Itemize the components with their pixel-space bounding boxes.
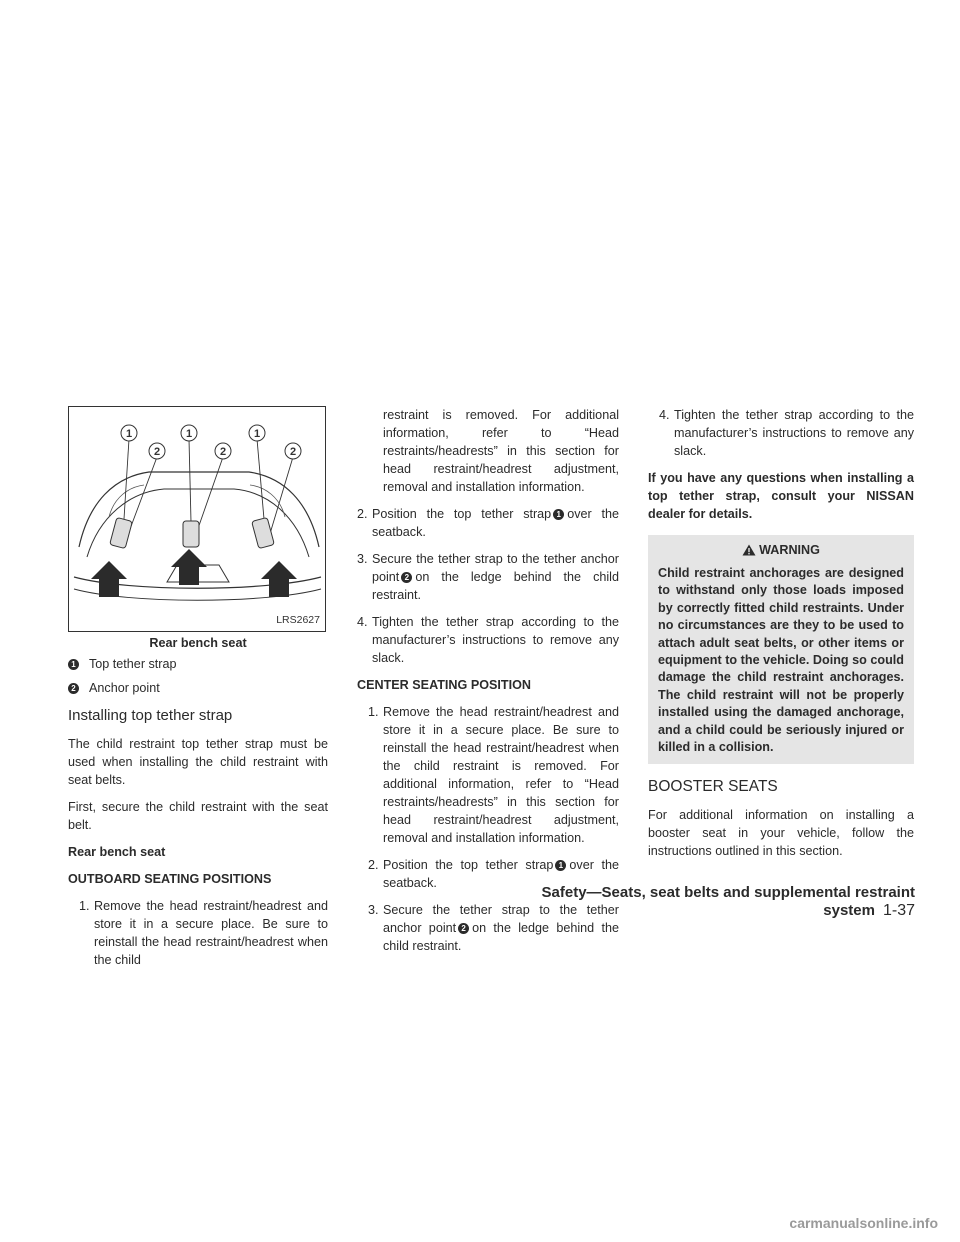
callout-label: 1	[125, 428, 133, 440]
list-item: 1. Remove the head restraint/headrest and store it in a secure place. Be sure to reinstall the head restraint/headrest when the child	[79, 899, 328, 967]
callout-label: 2	[153, 446, 161, 458]
legend-text: Anchor point	[89, 681, 160, 695]
warning-body: Child restraint anchorages are designed to withstand only those loads imposed by correctly fitted child restraints. Under no circumstances are they to be used to attach adult seat belts, or other items or equipment to the vehicle. Doing so could damage the child restraint anchorages. The child restraint will not be properly installed using the damaged anchorage, and a child could be seriously injured or killed in a collision.	[658, 566, 904, 755]
outboard-steps-continued	[357, 406, 619, 496]
callout-label: 1	[185, 428, 193, 440]
center-steps-continued	[648, 406, 914, 460]
rear-bench-illustration	[69, 407, 325, 631]
chapter-title: Safety—Seats, seat belts and supplemental restraint system	[541, 884, 915, 919]
rear-bench-figure	[68, 406, 326, 632]
outboard-steps-start	[68, 897, 328, 969]
callout-1-icon: 1	[555, 860, 566, 871]
warning-triangle-icon	[742, 544, 756, 556]
subheading-rear-bench: Rear bench seat	[68, 845, 166, 859]
list-item: 2. Position the top tether strap 1 over the seatback.	[368, 858, 619, 890]
callout-label: 1	[253, 428, 261, 440]
callout-1-icon: 1	[553, 509, 564, 520]
legend-item	[68, 679, 328, 697]
subheading-center: CENTER SEATING POSITION	[357, 678, 531, 692]
subheading-outboard: OUTBOARD SEATING POSITIONS	[68, 872, 272, 886]
booster-title: BOOSTER SEATS	[648, 778, 778, 796]
list-item: 2. Position the top tether strap 1 over the seatback.	[357, 507, 620, 539]
list-item: 3. Secure the tether strap to the tether anchor point 2 on the ledge behind the child restraint.	[357, 552, 619, 602]
left-column	[68, 406, 328, 978]
intro-paragraph: The child restraint top tether strap must be used when installing the child restraint with seat belts.	[68, 737, 328, 787]
page-number: 1-37	[882, 902, 915, 919]
figure-code: LRS2627	[276, 614, 320, 626]
list-item: 4. Tighten the tether strap according to the manufacturer’s instructions to remove any slack.	[659, 408, 914, 458]
callout-label: 2	[289, 446, 297, 458]
right-column	[648, 406, 914, 869]
legend-text: Top tether strap	[89, 657, 177, 671]
list-item: 4. Tighten the tether strap according to the manufacturer’s instructions to remove any slack.	[357, 615, 619, 665]
warning-title: WARNING	[658, 541, 904, 559]
section-title: Installing top tether strap	[68, 707, 233, 724]
callout-2-icon: 2	[401, 572, 412, 583]
figure-caption: Rear bench seat	[149, 636, 247, 650]
list-item: 3. Secure the tether strap to the tether anchor point 2 on the ledge behind the child restraint.	[368, 903, 619, 953]
watermark: carmanualsonline.info	[789, 1215, 938, 1231]
legend-item	[68, 655, 328, 673]
outboard-steps-rest	[357, 505, 619, 667]
callout-2-icon: 2	[68, 683, 79, 694]
callout-1-icon: 1	[68, 659, 79, 670]
list-item: 1. Remove the head restraint/headrest and store it in a secure place. Be sure to reinstall the head restraint/headrest when the child restraint is removed. For additional information, refer to “Head restraints/headrests” in this section for head restraint/headrest adjustment, removal and installation information.	[368, 705, 619, 845]
page-footer	[480, 884, 915, 920]
callout-label: 2	[219, 446, 227, 458]
list-item: restraint is removed. For additional information, refer to “Head restraints/headrests” in this section for head restraint/headrest adjustment, removal and installation information.	[383, 408, 619, 494]
questions-paragraph: If you have any questions when installing a top tether strap, consult your NISSAN dealer for details.	[648, 471, 914, 521]
intro-paragraph: First, secure the child restraint with the seat belt.	[68, 800, 328, 832]
booster-paragraph: For additional information on installing a booster seat in your vehicle, follow the instructions outlined in this section.	[648, 808, 914, 859]
warning-box	[648, 535, 914, 764]
middle-column	[357, 406, 619, 964]
callout-2-icon: 2	[458, 923, 469, 934]
